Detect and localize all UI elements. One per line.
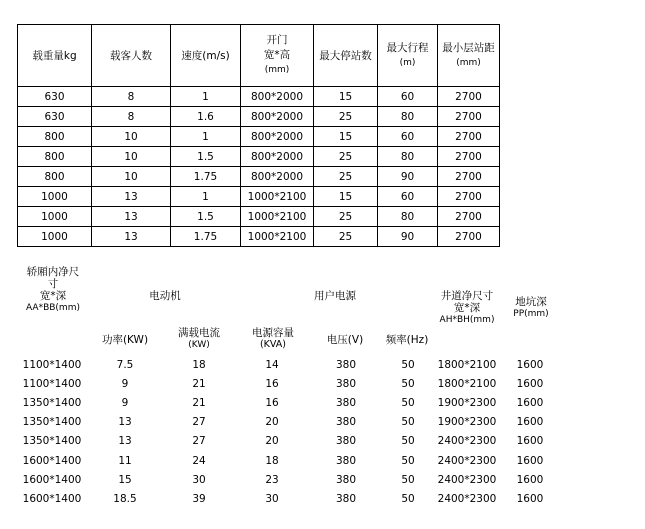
table-cell: 1600*1400 <box>22 454 82 467</box>
header-capacity: 电源容量 (KVA) <box>252 327 294 350</box>
table-cell: 1 <box>171 187 241 207</box>
header-min-floor-distance: 最小层站距 (mm) <box>438 25 500 87</box>
table-cell: 15 <box>314 187 378 207</box>
table-cell: 800*2000 <box>241 147 314 167</box>
table-cell: 1000*2100 <box>241 207 314 227</box>
table-cell: 80 <box>378 207 438 227</box>
table-cell: 1900*2300 <box>437 416 497 429</box>
table-cell: 13 <box>92 207 171 227</box>
header-power: 功率(KW) <box>101 334 149 346</box>
table-cell: 1600 <box>516 454 544 467</box>
table-cell: 1600 <box>516 492 544 505</box>
table-cell: 10 <box>92 147 171 167</box>
table-cell: 9 <box>121 378 129 391</box>
table-cell: 25 <box>314 107 378 127</box>
table-cell: 1.5 <box>171 207 241 227</box>
table-cell: 1600 <box>516 435 544 448</box>
table-cell: 11 <box>118 454 132 467</box>
table-cell: 1800*2100 <box>437 359 497 371</box>
table-cell: 20 <box>265 416 279 429</box>
table-cell: 50 <box>401 378 415 391</box>
table-cell: 50 <box>401 416 415 429</box>
table-cell: 60 <box>378 127 438 147</box>
table-cell: 7.5 <box>116 359 134 371</box>
table-cell: 13 <box>118 416 132 429</box>
table-cell: 21 <box>192 378 206 391</box>
table-cell: 90 <box>378 167 438 187</box>
table-cell: 2400*2300 <box>437 492 497 505</box>
header-frequency: 频率(Hz) <box>385 334 429 346</box>
table-cell: 9 <box>121 397 129 410</box>
table-row <box>18 227 500 247</box>
table-cell: 380 <box>335 416 357 429</box>
table-cell: 80 <box>378 147 438 167</box>
table-cell: 630 <box>18 107 92 127</box>
table-cell: 1350*1400 <box>22 435 82 448</box>
table-cell: 20 <box>265 435 279 448</box>
table-cell: 2700 <box>438 227 500 247</box>
table-cell: 1600*1400 <box>22 473 82 486</box>
table-cell: 50 <box>401 473 415 486</box>
table-cell: 2700 <box>438 107 500 127</box>
header-door: 开门 宽*高 (mm) <box>241 25 314 87</box>
table-cell: 1000 <box>18 207 92 227</box>
table-cell: 10 <box>92 127 171 147</box>
table-cell: 800*2000 <box>241 87 314 107</box>
table-cell: 23 <box>265 473 279 486</box>
table-cell: 1000*2100 <box>241 227 314 247</box>
table-cell: 1.5 <box>171 147 241 167</box>
table-cell: 1 <box>171 87 241 107</box>
table-cell: 800*2000 <box>241 127 314 147</box>
table-cell: 8 <box>92 107 171 127</box>
table-header-row <box>18 25 500 87</box>
table-cell: 2400*2300 <box>437 473 497 486</box>
table-cell: 1100*1400 <box>22 378 82 391</box>
table-cell: 15 <box>314 87 378 107</box>
header-max-travel: 最大行程 (m) <box>378 25 438 87</box>
table-cell: 50 <box>401 397 415 410</box>
table-cell: 1 <box>171 127 241 147</box>
table-cell: 15 <box>314 127 378 147</box>
table-cell: 800 <box>18 127 92 147</box>
table-cell: 380 <box>335 473 357 486</box>
table-cell: 1600 <box>516 416 544 429</box>
elevator-spec-table <box>17 24 500 247</box>
table-cell: 25 <box>314 207 378 227</box>
table-cell: 2700 <box>438 147 500 167</box>
table-cell: 380 <box>335 378 357 391</box>
table-cell: 1000 <box>18 227 92 247</box>
table-cell: 13 <box>92 227 171 247</box>
table-cell: 50 <box>401 359 415 371</box>
header-shaft-size: 井道净尺寸 宽*深 AH*BH(mm) <box>439 290 495 325</box>
table-cell: 2700 <box>438 87 500 107</box>
table-cell: 14 <box>265 359 279 371</box>
table-cell: 1600 <box>516 397 544 410</box>
table-cell: 18 <box>192 359 206 371</box>
table-cell: 1600 <box>516 378 544 391</box>
header-pit-depth: 地坑深 PP(mm) <box>513 296 549 319</box>
table-cell: 1800*2100 <box>437 378 497 391</box>
table-row <box>18 87 500 107</box>
table-cell: 16 <box>265 397 279 410</box>
table-cell: 16 <box>265 378 279 391</box>
table-cell: 50 <box>401 454 415 467</box>
table-cell: 630 <box>18 87 92 107</box>
table-cell: 25 <box>314 167 378 187</box>
table-cell: 30 <box>192 473 206 486</box>
table-cell: 80 <box>378 107 438 127</box>
header-passengers: 载客人数 <box>92 25 171 87</box>
header-speed: 速度(m/s) <box>171 25 241 87</box>
table-cell: 8 <box>92 87 171 107</box>
table-cell: 18.5 <box>113 492 137 505</box>
table-cell: 800*2000 <box>241 107 314 127</box>
table-cell: 1600 <box>516 359 544 371</box>
table-cell: 13 <box>92 187 171 207</box>
table-cell: 380 <box>335 359 357 371</box>
table-cell: 380 <box>335 492 357 505</box>
table-cell: 25 <box>314 147 378 167</box>
table-cell: 2700 <box>438 187 500 207</box>
table-cell: 1000 <box>18 187 92 207</box>
table-cell: 10 <box>92 167 171 187</box>
table-cell: 2400*2300 <box>437 435 497 448</box>
table-cell: 800 <box>18 167 92 187</box>
table-cell: 1.75 <box>171 227 241 247</box>
table-cell: 13 <box>118 435 132 448</box>
header-current: 满载电流 (KW) <box>178 327 220 350</box>
table-cell: 60 <box>378 187 438 207</box>
table-row <box>18 207 500 227</box>
table-cell: 1900*2300 <box>437 397 497 410</box>
table-row <box>18 127 500 147</box>
table-row <box>18 187 500 207</box>
table-cell: 25 <box>314 227 378 247</box>
table-cell: 1600*1400 <box>22 492 82 505</box>
header-load: 载重量kg <box>18 25 92 87</box>
table-row <box>18 167 500 187</box>
table-cell: 50 <box>401 492 415 505</box>
table-cell: 2400*2300 <box>437 454 497 467</box>
header-power-supply: 用户电源 <box>314 290 356 302</box>
table-cell: 1.75 <box>171 167 241 187</box>
header-car-size: 轿厢内净尺 寸 宽*深 AA*BB(mm) <box>26 266 80 313</box>
table-cell: 800*2000 <box>241 167 314 187</box>
table-cell: 39 <box>192 492 206 505</box>
table-cell: 2700 <box>438 127 500 147</box>
table-cell: 1600 <box>516 473 544 486</box>
table-cell: 380 <box>335 435 357 448</box>
table-cell: 1100*1400 <box>22 359 82 371</box>
table-cell: 90 <box>378 227 438 247</box>
table-cell: 2700 <box>438 167 500 187</box>
table-cell: 24 <box>192 454 206 467</box>
table-cell: 21 <box>192 397 206 410</box>
table-cell: 1350*1400 <box>22 397 82 410</box>
table-cell: 27 <box>192 435 206 448</box>
header-max-stops: 最大停站数 <box>314 25 378 87</box>
table-cell: 380 <box>335 454 357 467</box>
table-cell: 27 <box>192 416 206 429</box>
header-motor: 电动机 <box>149 290 181 302</box>
table-cell: 30 <box>265 492 279 505</box>
table-cell: 1.6 <box>171 107 241 127</box>
table-row <box>18 107 500 127</box>
table-cell: 1350*1400 <box>22 416 82 429</box>
table-cell: 1000*2100 <box>241 187 314 207</box>
table-cell: 60 <box>378 87 438 107</box>
table-cell: 2700 <box>438 207 500 227</box>
table-cell: 18 <box>265 454 279 467</box>
header-voltage: 电压(V) <box>326 334 364 346</box>
table-row <box>18 147 500 167</box>
table-cell: 800 <box>18 147 92 167</box>
table-cell: 380 <box>335 397 357 410</box>
table-cell: 15 <box>118 473 132 486</box>
table-cell: 50 <box>401 435 415 448</box>
